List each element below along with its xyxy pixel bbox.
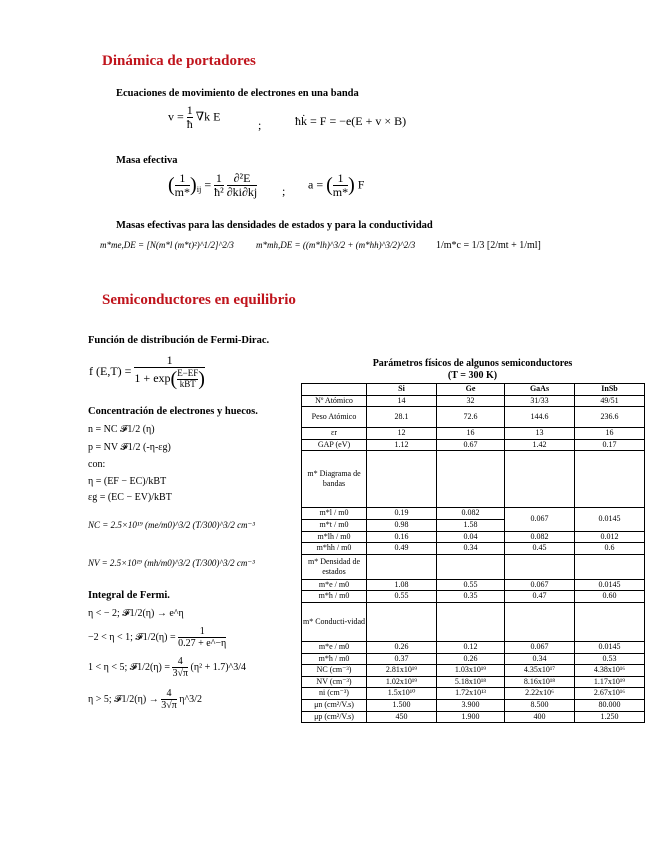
- cell: m*l / m0: [302, 508, 367, 520]
- equation-eg: εg = (EC − EV)/kBT: [88, 492, 172, 503]
- cell: [367, 451, 437, 508]
- cell: 450: [367, 711, 437, 723]
- heading-masas-densidades: Masas efectivas para las densidades de estados y para la conductividad: [116, 220, 433, 231]
- cell: 1.5x10¹⁰: [367, 688, 437, 700]
- heading-masa-efectiva: Masa efectiva: [116, 155, 178, 166]
- cell: [505, 451, 575, 508]
- equation-nv: NV = 2.5×10¹⁹ (mh/m0)^3/2 (T/300)^3/2 cm⁻³: [88, 558, 255, 568]
- table-row: [302, 699, 645, 711]
- cell: [575, 451, 645, 508]
- cell: 0.6: [575, 543, 645, 555]
- equation-integral-2: −2 < η < 1; 𝓕1/2(η) = $\frac{1}{0.27 + e\^{}-\eta}$: [88, 626, 227, 649]
- cell: 1.58: [437, 519, 505, 531]
- equation-integral-1: η < − 2; 𝓕1/2(η) → e^η: [88, 608, 184, 619]
- cell: 72.6: [437, 407, 505, 428]
- cell: GAP (eV): [302, 439, 367, 451]
- equation-integral-4: η > 5; 𝓕1/2(η) → $\frac{4}{3√\pi}$ η^3/2: [88, 688, 202, 711]
- equation-nc: NC = 2.5×10¹⁹ (me/m0)^3/2 (T/300)^3/2 cm⁻³: [88, 520, 256, 530]
- table-row: [302, 508, 645, 520]
- cell: 0.04: [437, 531, 505, 543]
- params-table: [301, 383, 645, 723]
- cell: 1.08: [367, 579, 437, 591]
- equation-dos-electron: m*me,DE = [N(m*l (m*t)²)^1/2]^2/3: [100, 240, 234, 250]
- equation-force: ħk̇ = F = −e(E + v × B): [295, 114, 407, 128]
- table-row: [302, 543, 645, 555]
- table-header-row: [302, 384, 645, 396]
- equation-effective-mass: ( $\frac{1}{m*}$ )$_{ij}$ = $\frac{1}{\text{ħ²}}$ $\frac{\text{∂²E}}{\partial ki\partial kj}$: [168, 171, 258, 200]
- cell: ni (cm⁻³): [302, 688, 367, 700]
- table-row: [302, 554, 645, 579]
- cell: m*e / m0: [302, 641, 367, 653]
- cell: 1.72x10¹³: [437, 688, 505, 700]
- cell: 0.53: [575, 653, 645, 665]
- cell: [575, 554, 645, 579]
- table-row: [302, 653, 645, 665]
- cell: 1.500: [367, 699, 437, 711]
- cell: [367, 602, 437, 641]
- cell: 0.34: [505, 653, 575, 665]
- cell: 0.26: [437, 653, 505, 665]
- cell: 0.45: [505, 543, 575, 555]
- cell: 0.55: [437, 579, 505, 591]
- cell: 0.0145: [575, 579, 645, 591]
- cell: 1.02x10¹⁹: [367, 676, 437, 688]
- cell: 0.49: [367, 543, 437, 555]
- table-row: [302, 591, 645, 603]
- cell: 0.0145: [575, 508, 645, 531]
- table-row: [302, 579, 645, 591]
- cell: 16: [437, 428, 505, 440]
- cell: 1.250: [575, 711, 645, 723]
- cell: [505, 554, 575, 579]
- cell: 16: [575, 428, 645, 440]
- cell: 0.17: [575, 439, 645, 451]
- table-row: [302, 688, 645, 700]
- header-insb: InSb: [575, 384, 645, 396]
- table-row: [302, 641, 645, 653]
- table-row: [302, 407, 645, 428]
- cell: 12: [367, 428, 437, 440]
- cell: 8.16x10¹⁸: [505, 676, 575, 688]
- cell: 0.067: [505, 641, 575, 653]
- table-title: Parámetros físicos de algunos semiconductores (T = 300 K): [372, 358, 573, 381]
- cell: 0.067: [505, 579, 575, 591]
- equation-velocity: v = $\frac{1}{ħ}$ ∇k E: [168, 103, 221, 132]
- cell: 0.55: [367, 591, 437, 603]
- equation-fermi-dirac: f (E,T) = 1 1 + exp( $\frac{E-EF}{\text{kBT}}$ ): [89, 353, 205, 391]
- cell: 0.26: [367, 641, 437, 653]
- cell: 1.03x10¹⁹: [437, 665, 505, 677]
- equation-acceleration: a = ( $\frac{1}{m*}$ ) F: [308, 171, 365, 200]
- cell: Nº Atómico: [302, 395, 367, 407]
- cell: 8.500: [505, 699, 575, 711]
- cell: 400: [505, 711, 575, 723]
- equation-n: n = NC 𝓕1/2 (η): [88, 424, 155, 435]
- cell: [437, 554, 505, 579]
- cell: εr: [302, 428, 367, 440]
- section-title-dinamica: Dinámica de portadores: [102, 53, 256, 69]
- equation-eta: η = (EF − EC)/kBT: [88, 476, 167, 487]
- equation-dos-hole: m*mh,DE = ((m*lh)^3/2 + (m*hh)^3/2)^2/3: [256, 240, 416, 250]
- heading-movimiento: Ecuaciones de movimiento de electrones en una banda: [116, 88, 359, 99]
- cell: 0.60: [575, 591, 645, 603]
- cell: 0.19: [367, 508, 437, 520]
- cell: 4.35x10¹⁷: [505, 665, 575, 677]
- cell-band-label: m* Diagrama de bandas: [302, 451, 367, 508]
- table-row: [302, 711, 645, 723]
- cell: 2.22x10⁶: [505, 688, 575, 700]
- cell: μp (cm²/V.s): [302, 711, 367, 723]
- table-row: [302, 602, 645, 641]
- table-row: [302, 395, 645, 407]
- cell: [575, 602, 645, 641]
- cell: 1.42: [505, 439, 575, 451]
- equation-conductivity-mass: 1/m*c = 1/3 [2/mt + 1/ml]: [436, 240, 541, 251]
- equation-p: p = NV 𝓕1/2 (-η-εg): [88, 442, 171, 453]
- cell: 2.81x10¹⁹: [367, 665, 437, 677]
- cell-cond-label: m* Conducti-vidad: [302, 602, 367, 641]
- cell-dos-label: m* Densidad de estados: [302, 554, 367, 579]
- cell: 0.082: [437, 508, 505, 520]
- cell: 32: [437, 395, 505, 407]
- table-row: [302, 531, 645, 543]
- header-gaas: GaAs: [505, 384, 575, 396]
- table-row: [302, 451, 645, 508]
- cell: NV (cm⁻³): [302, 676, 367, 688]
- cell: 0.12: [437, 641, 505, 653]
- table-row: [302, 428, 645, 440]
- cell: 0.16: [367, 531, 437, 543]
- cell: 13: [505, 428, 575, 440]
- table-row: [302, 676, 645, 688]
- heading-integral-fermi: Integral de Fermi.: [88, 590, 170, 601]
- cell: m*e / m0: [302, 579, 367, 591]
- cell: [437, 602, 505, 641]
- header-ge: Ge: [437, 384, 505, 396]
- cell: m*h / m0: [302, 653, 367, 665]
- cell: 0.012: [575, 531, 645, 543]
- heading-fermi-dirac: Función de distribución de Fermi-Dirac.: [88, 335, 270, 346]
- cell: 0.34: [437, 543, 505, 555]
- cell: NC (cm⁻³): [302, 665, 367, 677]
- separator-2: ;: [282, 184, 286, 198]
- cell: 0.47: [505, 591, 575, 603]
- header-si: Si: [367, 384, 437, 396]
- cell: 0.35: [437, 591, 505, 603]
- cell: 4.38x10¹⁶: [575, 665, 645, 677]
- table-row: [302, 439, 645, 451]
- table-row: [302, 665, 645, 677]
- cell: 0.0145: [575, 641, 645, 653]
- cell: m*t / m0: [302, 519, 367, 531]
- cell: 0.67: [437, 439, 505, 451]
- cell: [367, 554, 437, 579]
- header-empty: [302, 384, 367, 396]
- cell: 1.17x10¹⁹: [575, 676, 645, 688]
- separator-1: ;: [258, 118, 262, 132]
- cell: 14: [367, 395, 437, 407]
- label-con: con:: [88, 459, 106, 470]
- cell: m*h / m0: [302, 591, 367, 603]
- cell: 28.1: [367, 407, 437, 428]
- heading-concentracion: Concentración de electrones y huecos.: [88, 406, 258, 417]
- cell: 80.000: [575, 699, 645, 711]
- cell: [437, 451, 505, 508]
- cell: [505, 602, 575, 641]
- cell: 2.67x10¹⁶: [575, 688, 645, 700]
- cell: m*hh / m0: [302, 543, 367, 555]
- cell: 49/51: [575, 395, 645, 407]
- equation-integral-3: 1 < η < 5; 𝓕1/2(η) = $\frac{4}{3√\pi}$ (η² + 1.7)^3/4: [88, 656, 247, 679]
- cell: 236.6: [575, 407, 645, 428]
- cell: 0.98: [367, 519, 437, 531]
- cell: μn (cm²/V.s): [302, 699, 367, 711]
- cell: 144.6: [505, 407, 575, 428]
- cell: 0.067: [505, 508, 575, 531]
- cell: 0.082: [505, 531, 575, 543]
- cell: m*lh / m0: [302, 531, 367, 543]
- cell: 5.18x10¹⁸: [437, 676, 505, 688]
- cell: 1.12: [367, 439, 437, 451]
- cell: 3.900: [437, 699, 505, 711]
- cell: Peso Atómico: [302, 407, 367, 428]
- section-title-semiconductores: Semiconductores en equilibrio: [102, 292, 296, 308]
- cell: 1.900: [437, 711, 505, 723]
- cell: 0.37: [367, 653, 437, 665]
- cell: 31/33: [505, 395, 575, 407]
